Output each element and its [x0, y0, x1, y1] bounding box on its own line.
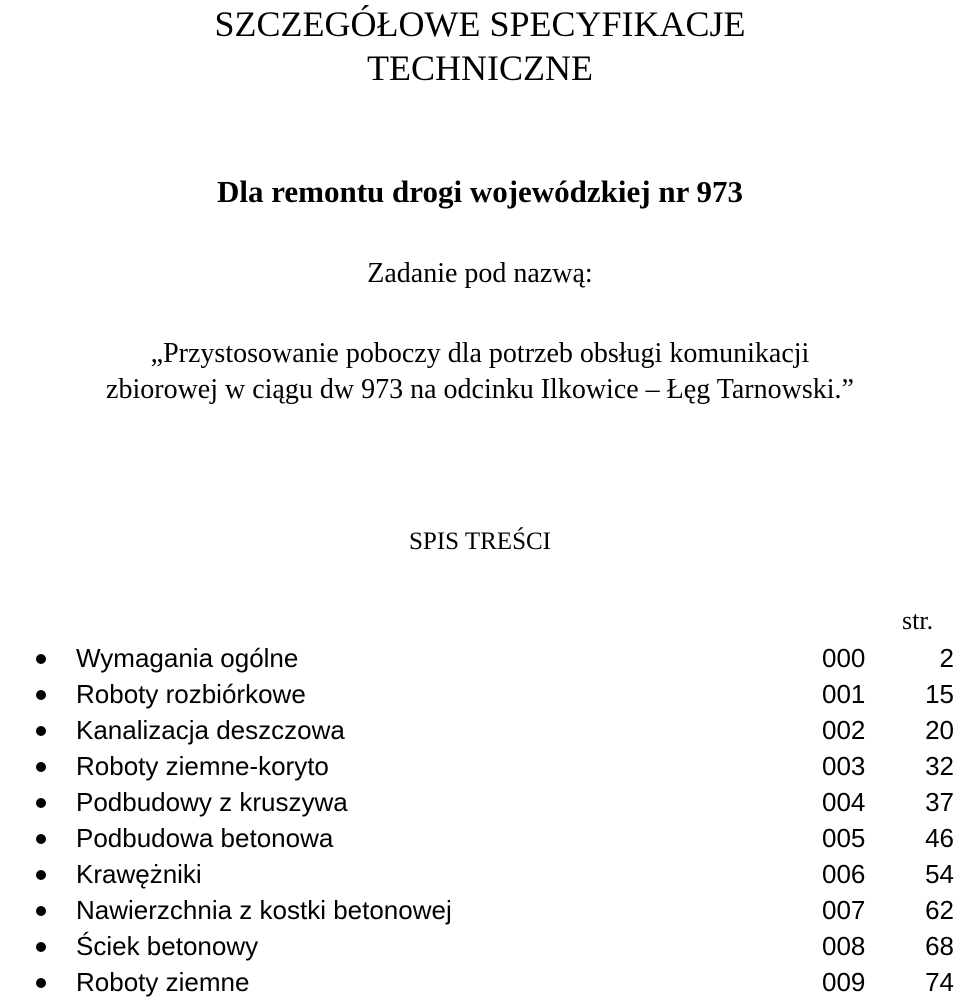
- toc-item-code: 003: [822, 751, 866, 781]
- task-name-line-1: „Przystosowanie poboczy dla potrzeb obsługi komunikacji: [150, 338, 810, 369]
- bullet-icon: [36, 906, 46, 916]
- toc-item-code: 005: [822, 823, 866, 853]
- toc-item: [0, 930, 960, 966]
- toc-item-page: 46: [925, 823, 954, 853]
- bullet-icon: [36, 978, 46, 988]
- task-name-line-2: zbiorowej w ciągu dw 973 na odcinku Ilkowice – Łęg Tarnowski.”: [106, 374, 854, 405]
- toc-item: [0, 858, 960, 894]
- bullet-icon: [36, 870, 46, 880]
- bullet-icon: [36, 726, 46, 736]
- toc-item: [0, 750, 960, 786]
- bullet-icon: [36, 654, 46, 664]
- toc-item-code: 004: [822, 787, 866, 817]
- toc-item: [0, 678, 960, 714]
- toc-item: [0, 966, 960, 1002]
- toc-item-code: 009: [822, 967, 866, 997]
- bullet-icon: [36, 834, 46, 844]
- bullet-icon: [36, 762, 46, 772]
- toc-item-page: 15: [925, 679, 954, 709]
- toc-item-code: 001: [822, 679, 866, 709]
- toc-item-code: 000: [822, 643, 866, 673]
- toc-item-title: Roboty ziemne: [76, 967, 250, 997]
- toc-item-title: Nawierzchnia z kostki betonowej: [76, 895, 452, 925]
- toc-item-page: 32: [925, 751, 954, 781]
- toc-item-title: Podbudowa betonowa: [76, 823, 334, 853]
- toc-item-page: 62: [925, 895, 954, 925]
- task-name: [0, 336, 960, 408]
- document-subtitle: Dla remontu drogi wojewódzkiej nr 973: [216, 174, 744, 209]
- toc-item-title: Wymagania ogólne: [76, 643, 299, 673]
- toc-item: [0, 894, 960, 930]
- bullet-icon: [36, 942, 46, 952]
- toc-item-code: 006: [822, 859, 866, 889]
- toc-item-code: 007: [822, 895, 866, 925]
- document-title: [0, 2, 960, 90]
- toc-item: [0, 714, 960, 750]
- toc-item-code: 002: [822, 715, 866, 745]
- task-label: Zadanie pod nazwą:: [367, 258, 593, 289]
- toc-item-page: 37: [925, 787, 954, 817]
- toc-list: [0, 642, 960, 1002]
- toc-item-page: 68: [925, 931, 954, 961]
- document-title-line-2: TECHNICZNE: [367, 48, 593, 88]
- toc-page-column-label: str.: [902, 606, 934, 635]
- toc-item-page: 20: [925, 715, 954, 745]
- toc-item-title: Podbudowy z kruszywa: [76, 787, 348, 817]
- toc-item: [0, 822, 960, 858]
- bullet-icon: [36, 798, 46, 808]
- toc-item-title: Krawężniki: [76, 859, 202, 889]
- toc-item-page: 54: [925, 859, 954, 889]
- toc-item-title: Kanalizacja deszczowa: [76, 715, 345, 745]
- toc-item-title: Roboty ziemne-koryto: [76, 751, 329, 781]
- toc-heading: SPIS TREŚCI: [409, 528, 551, 555]
- bullet-icon: [36, 690, 46, 700]
- toc-item-page: 74: [925, 967, 954, 997]
- toc-item: [0, 642, 960, 678]
- document-title-line-1: SZCZEGÓŁOWE SPECYFIKACJE: [214, 4, 746, 44]
- toc-item-title: Roboty rozbiórkowe: [76, 679, 306, 709]
- toc-item-page: 2: [939, 643, 954, 673]
- toc-item-title: Ściek betonowy: [76, 931, 259, 961]
- toc-item: [0, 786, 960, 822]
- toc-item-code: 008: [822, 931, 866, 961]
